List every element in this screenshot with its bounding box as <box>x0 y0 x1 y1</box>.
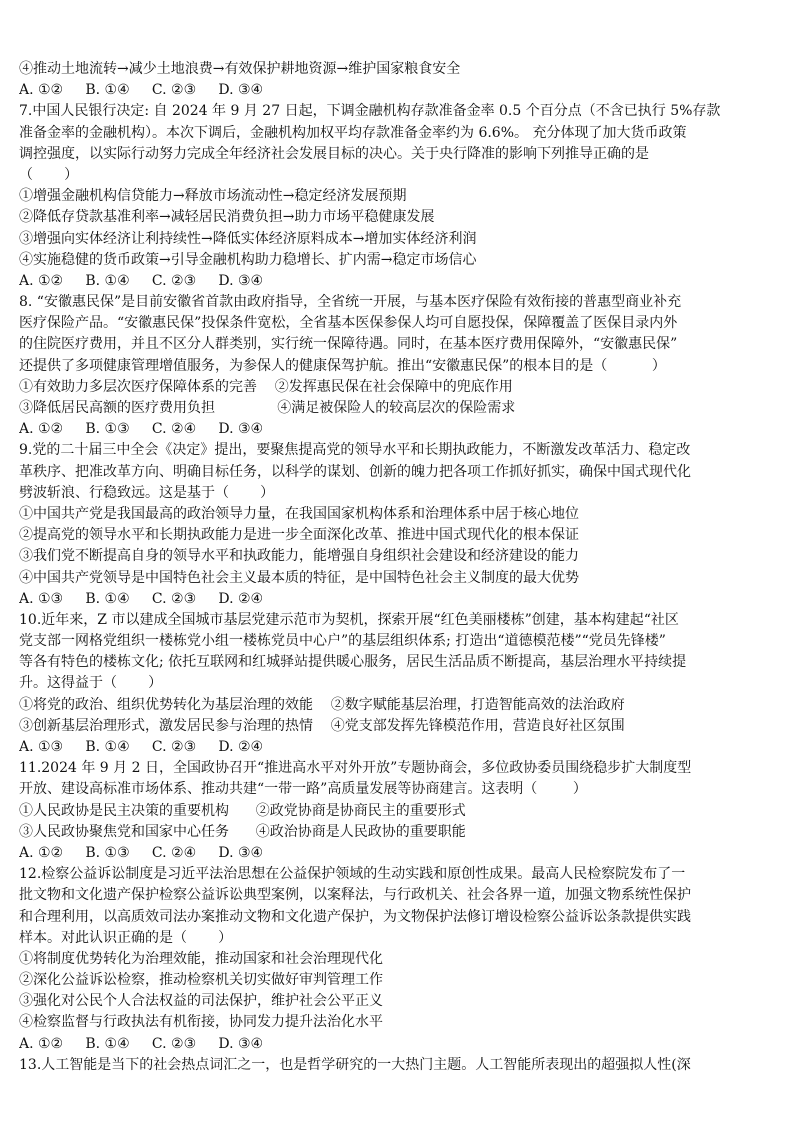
q8-stem-line-3: 的住院医疗费用，并且不区分人群类别，实行统一保障待遇。同时，在基本医疗费用保障外，“安徽惠民保” <box>19 336 678 353</box>
q11-stem-line-2: 开放、建设高标准市场体系、推动共建“一带一路”高质量发展等协商建言。这表明（ ） <box>19 781 587 798</box>
q8-stem-line-4: 还提供了多项健康管理增值服务，为参保人的健康保驾护航。推出“安徽惠民保”的根本目的是（ ） <box>19 357 666 374</box>
q12-item-1: ①将制度优势转化为治理效能，推动国家和社会治理现代化 <box>19 950 383 967</box>
q9-stem-line-3: 劈波斩浪、行稳致远。这是基于（ ） <box>19 484 275 501</box>
q9-stem-line-2: 革秩序、把准改革方向、明确目标任务，以科学的谋划、创新的魄力把各项工作抓好抓实，确保中国式现代化 <box>19 463 691 480</box>
q12-stem-line-4: 样本。对此认识正确的是（ ） <box>19 929 233 946</box>
q10-options: A. ①③ B. ①④ C. ②③ D. ②④ <box>19 739 264 755</box>
q9-item-2: ②提高党的领导水平和长期执政能力是进一步全面深化改革、推进中国式现代化的根本保证 <box>19 527 579 544</box>
q8-items-row-1: ①有效助力多层次医疗保障体系的完善 ②发挥惠民保在社会保障中的兜底作用 <box>19 378 513 395</box>
q6-options: A. ①② B. ①④ C. ②③ D. ③④ <box>19 82 264 99</box>
q6-item-4: ④推动土地流转→减少土地浪费→有效保护耕地资源→维护国家粮食安全 <box>19 61 461 77</box>
q13-stem-line-1: 13.人工智能是当下的社会热点词汇之一，也是哲学研究的一大热门主题。人工智能所表现出的超强拟人性(深 <box>19 1056 691 1073</box>
q10-stem-line-2: 党支部一网格党组织一楼栋党小组一楼栋党员中心户”的基层组织体系; 打造出“道德模范楼”“党员先锋楼” <box>19 633 666 650</box>
q7-options: A. ①② B. ①④ C. ②③ D. ③④ <box>19 272 264 289</box>
q10-items-row-2: ③创新基层治理形式，激发居民参与治理的热情 ④党支部发挥先锋模范作用，营造良好社区氛围 <box>19 717 625 734</box>
q12-stem-line-3: 和合理利用，以高质效司法办案推动文物和文化遗产保护，为文物保护法修订增设检察公益诉讼条款提供实践 <box>19 908 691 925</box>
q7-stem-line-1: 7.中国人民银行决定: 自 2024 年 9 月 27 日起，下调金融机构存款准备金率 0.5 个百分点（不含已执行 5%存款 <box>19 103 721 120</box>
q9-item-1: ①中国共产党是我国最高的政治领导力量，在我国国家机构体系和治理体系中居于核心地位 <box>19 505 579 522</box>
q8-options: A. ①② B. ①③ C. ②④ D. ③④ <box>19 421 264 438</box>
q7-item-3: ③增强向实体经济让利持续性→降低实体经济原料成本→增加实体经济利润 <box>19 230 477 247</box>
q10-stem-line-1: 10.近年来，Z 市以建成全国城市基层党建示范市为契机，探索开展“红色美丽楼栋”创建，基本构建起“社区 <box>19 611 679 628</box>
q7-stem-line-3: 调控强度，以实际行动努力完成全年经济社会发展目标的决心。关于央行降准的影响下列推导正确的是 <box>19 145 649 162</box>
q12-stem-line-2: 批文物和文化遗产保护检察公益诉讼典型案例，以案释法，与行政机关、社会各界一道，加强文物系统性保护 <box>19 887 691 904</box>
q9-stem-line-1: 9.党的二十届三中全会《决定》提出，要聚焦提高党的领导水平和长期执政能力，不断激发改革活力、稳定改 <box>19 442 691 459</box>
q8-stem-line-2: 医疗保险产品。“安徽惠民保”投保条件宽松，全省基本医保参保人均可自愿投保，保障覆盖了医保目录内外 <box>19 315 678 332</box>
q11-items-row-2: ③人民政协聚焦党和国家中心任务 ④政治协商是人民政协的重要职能 <box>19 823 466 840</box>
q11-stem-line-1: 11.2024 年 9 月 2 日，全国政协召开“推进高水平对外开放”专题协商会，多位政协委员围绕稳步扩大制度型 <box>19 760 692 777</box>
q11-options: A. ①② B. ①③ C. ②④ D. ③④ <box>19 844 264 861</box>
q10-stem-line-3: 等各有特色的楼栋文化; 依托互联网和红城驿站提供暖心服务，居民生活品质不断提高，基层治理水平持续提 <box>19 654 687 671</box>
q8-items-row-2: ③降低居民高额的医疗费用负担 ④满足被保险人的较高层次的保险需求 <box>19 400 516 416</box>
q8-stem-line-1: 8. “安徽惠民保”是目前安徽省首款由政府指导，全省统一开展，与基本医疗保险有效衔接的普惠型商业补充 <box>19 294 682 311</box>
q10-items-row-1: ①将党的政治、组织优势转化为基层治理的效能 ②数字赋能基层治理，打造智能高效的法治政府 <box>19 696 625 713</box>
q10-stem-line-4: 升。这得益于（ ） <box>19 675 163 692</box>
q9-item-3: ③我们党不断提高自身的领导水平和执政能力，能增强自身组织社会建设和经济建设的能力 <box>19 548 579 565</box>
q9-options: A. ①③ B. ①④ C. ②③ D. ②④ <box>19 590 264 607</box>
q7-item-1: ①增强金融机构信贷能力→释放市场流动性→稳定经济发展预期 <box>19 188 407 205</box>
q12-stem-line-1: 12.检察公益诉讼制度是习近平法治思想在公益保护领域的生动实践和原创性成果。最高人民检察院发布了一 <box>19 866 686 883</box>
q7-item-2: ②降低存贷款基准利率→减轻居民消费负担→助力市场平稳健康发展 <box>19 209 435 226</box>
q7-item-4: ④实施稳健的货币政策→引导金融机构助力稳增长、扩内需→稳定市场信心 <box>19 251 477 268</box>
q12-item-2: ②深化公益诉讼检察，推动检察机关切实做好审判管理工作 <box>19 972 383 989</box>
q7-stem-line-2: 准备金率的金融机构）。本次下调后，金融机构加权平均存款准备金率约为 6.6%。 充分体现了加大货币政策 <box>19 124 687 141</box>
q9-item-4: ④中国共产党领导是中国特色社会主义最本质的特征，是中国特色社会主义制度的最大优势 <box>19 569 579 586</box>
q12-item-3: ③强化对公民个人合法权益的司法保护，维护社会公平正义 <box>19 993 383 1010</box>
q12-item-4: ④检察监督与行政执法有机衔接，协同发力提升法治化水平 <box>19 1014 383 1031</box>
q7-stem-line-4: （ ） <box>19 166 79 183</box>
q11-items-row-1: ①人民政协是民主决策的重要机构 ②政党协商是协商民主的重要形式 <box>19 802 466 819</box>
q12-options: A. ①② B. ①④ C. ②③ D. ③④ <box>19 1035 264 1052</box>
